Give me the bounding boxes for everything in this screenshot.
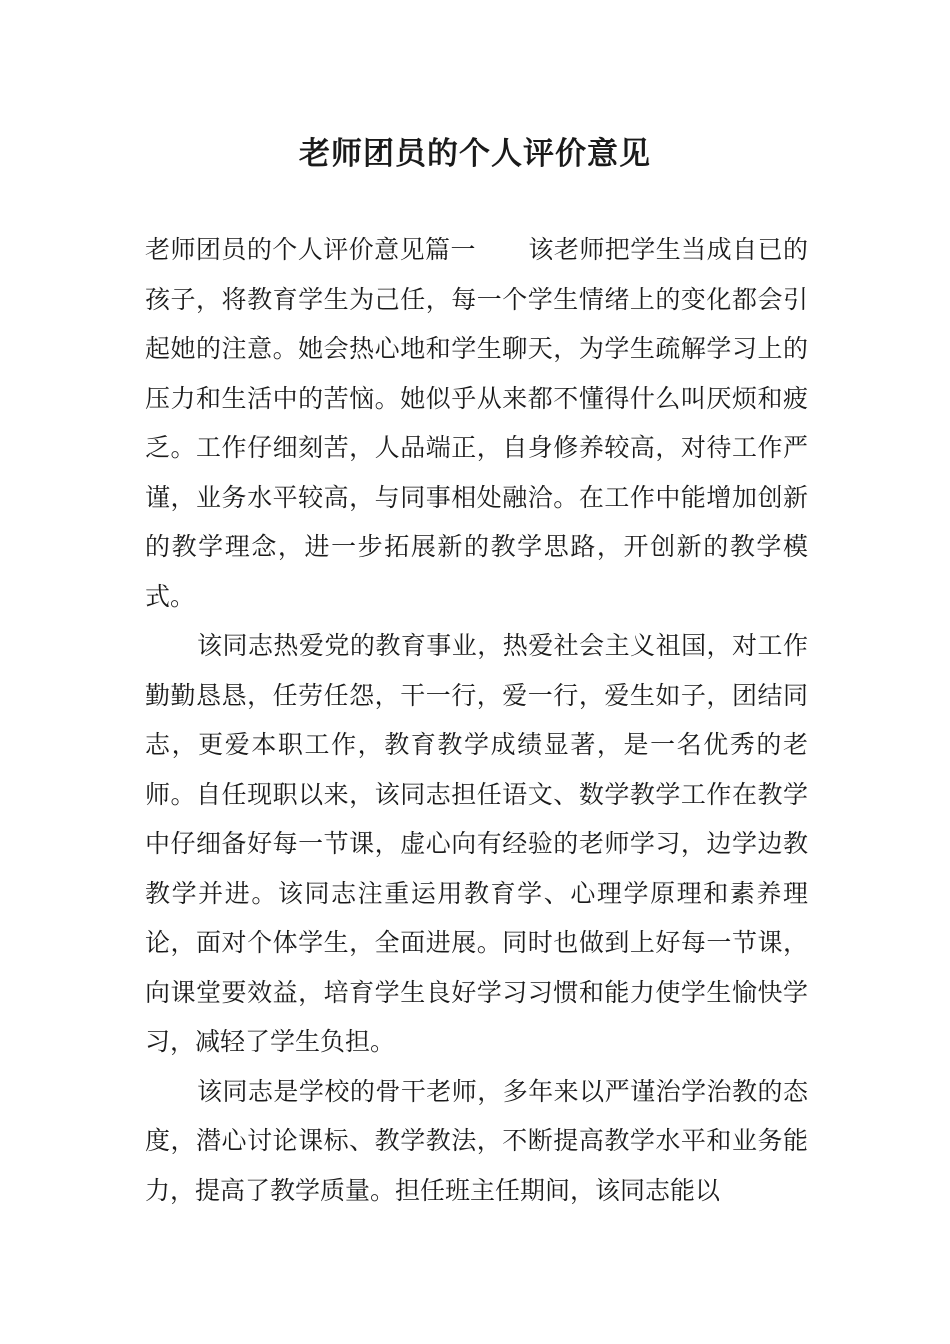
- section-heading: 老师团员的个人评价意见篇一: [145, 235, 476, 264]
- paragraph-1: [145, 225, 808, 621]
- paragraph-2: 该同志热爱党的教育事业，热爱社会主义祖国，对工作勤勤恳恳，任劳任怨，干一行，爱一行，爱生如子，团结同志，更爱本职工作，教育教学成绩显著，是一名优秀的老师。自任现职以来，该同志担任语文、数学教学工作在教学中仔细备好每一节课，虚心向有经验的老师学习，边学边教教学并进。该同志注重运用教育学、心理学原理和素养理论，面对个体学生，全面进展。同时也做到上好每一节课，向课堂要效益，培育学生良好学习习惯和能力使学生愉快学习，减轻了学生负担。: [145, 631, 808, 1056]
- paragraph-1-text: 该老师把学生当成自已的孩子，将教育学生为己任，每一个学生情绪上的变化都会引起她的注意。她会热心地和学生聊天，为学生疏解学习上的压力和生活中的苦恼。她似乎从来都不懂得什么叫厌烦和疲乏。工作仔细刻苦，人品端正，自身修养较高，对待工作严谨，业务水平较高，与同事相处融洽。在工作中能增加创新的教学理念，进一步拓展新的教学思路，开创新的教学模式。: [145, 235, 808, 611]
- document-title: 老师团员的个人评价意见: [299, 136, 651, 172]
- document-body: [145, 225, 808, 1215]
- paragraph-3: 该同志是学校的骨干老师，多年来以严谨治学治教的态度，潜心讨论课标、教学教法，不断提高教学水平和业务能力，提高了教学质量。担任班主任期间，该同志能以: [145, 1076, 808, 1205]
